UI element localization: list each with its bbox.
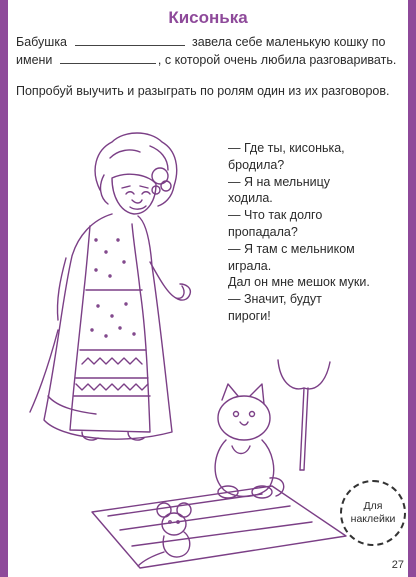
grandma-drawing	[30, 133, 190, 440]
instruction-line: Попробуй выучить и разыграть по ролям один из их разговоров.	[16, 84, 390, 98]
intro-text-a: Бабушка	[16, 35, 68, 49]
dialog-line: — Что так долго	[228, 208, 323, 223]
intro-text-d: , с которой очень любила разговаривать.	[157, 53, 397, 67]
grandma-apron	[70, 224, 150, 432]
dialog-line: — Где ты, кисонька,	[228, 141, 345, 155]
dialog-line: ходила.	[228, 191, 273, 206]
dialog-line: пропадала?	[228, 224, 298, 239]
dialog-line: — Я там с мельником	[228, 241, 355, 256]
sticker-label-line-1: Для	[363, 500, 383, 512]
dialog-line: — Значит, будут	[228, 292, 322, 307]
mouse-drawing	[138, 503, 191, 566]
dialog-line: играла.	[228, 258, 272, 273]
rug-drawing	[92, 486, 346, 568]
grandma-dress	[44, 214, 172, 439]
spindle-drawing	[278, 360, 330, 470]
dialog-line: — Я на мельницу	[228, 174, 331, 189]
dialog-block	[228, 140, 388, 325]
sticker-placeholder[interactable]	[340, 480, 406, 546]
intro-text-c: имени	[16, 53, 53, 67]
dress-dots	[91, 239, 135, 337]
dialog-line: бродила?	[228, 157, 285, 172]
sticker-label-line-2: наклейки	[350, 513, 396, 525]
kitten-drawing	[215, 384, 284, 498]
page-title: Кисонька	[168, 8, 248, 27]
intro-text-b: завела себе маленькую кошку по	[191, 35, 386, 49]
dialog-line: пироги!	[228, 308, 271, 323]
page-number: 27	[391, 559, 404, 571]
dialog-line: Дал он мне мешок муки.	[228, 275, 370, 290]
